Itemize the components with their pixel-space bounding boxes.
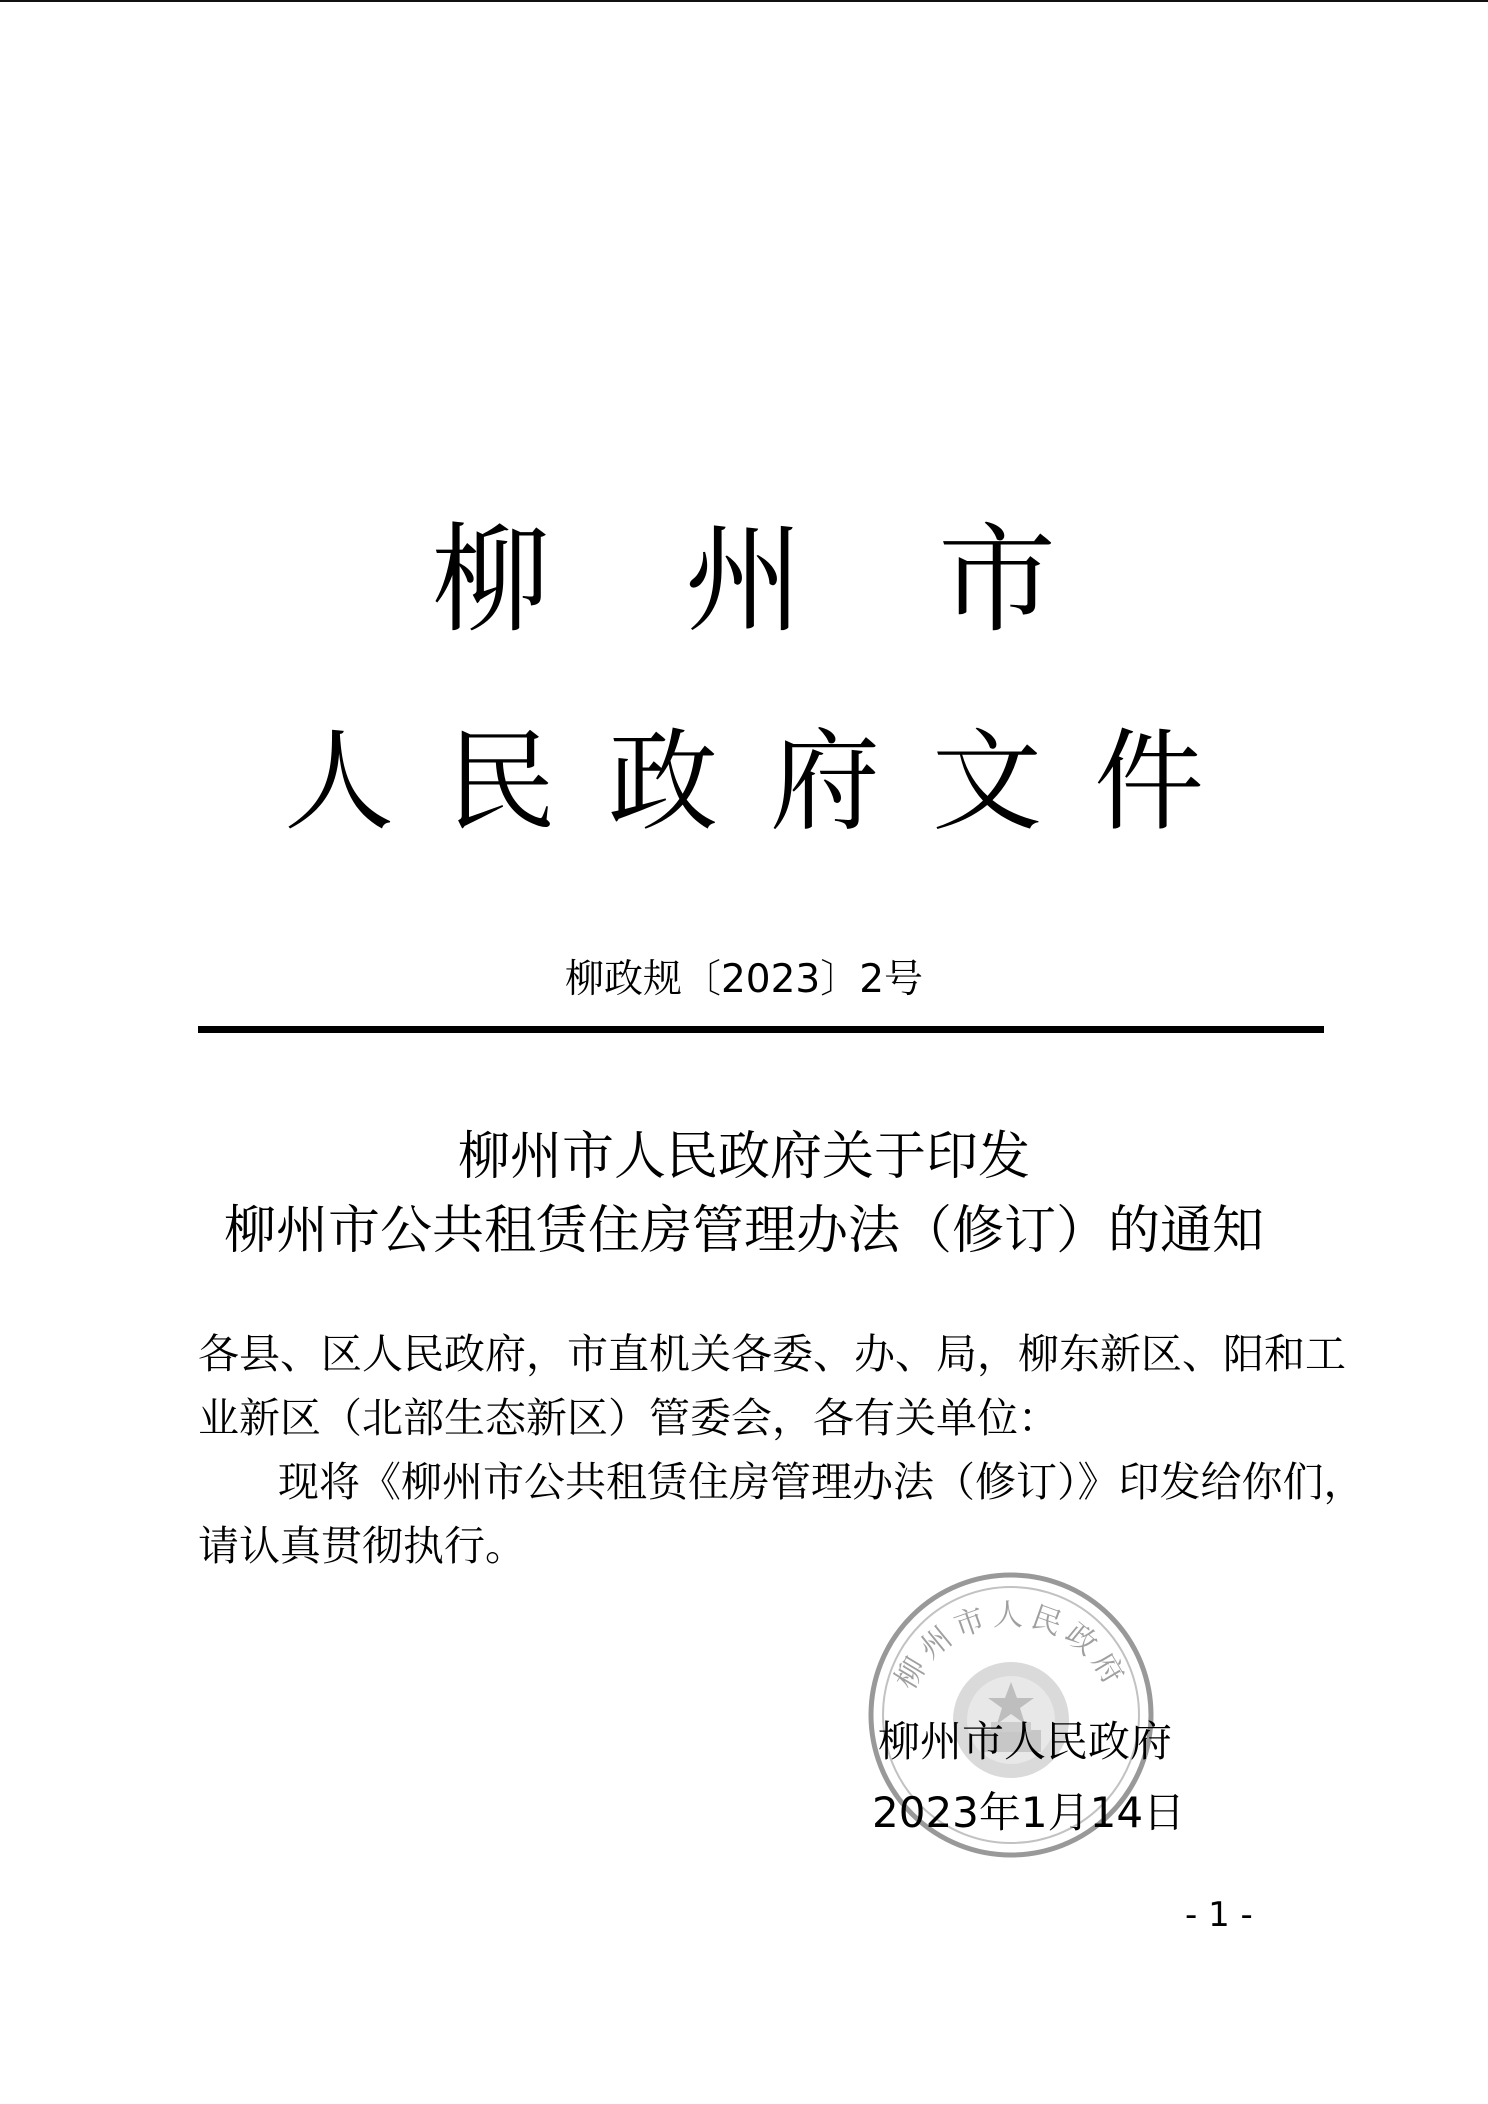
masthead-city: 柳州市 xyxy=(431,511,1191,649)
separator-rule xyxy=(198,1026,1324,1033)
notice-title-line2: 柳州市公共租赁住房管理办法（修订）的通知 xyxy=(223,1201,1264,1261)
issuing-authority: 柳州市人民政府 xyxy=(878,1717,1173,1766)
addressee-line1: 各县、区人民政府，市直机关各委、办、局，柳东新区、阳和工 xyxy=(198,1330,1346,1378)
body-paragraph-line2: 请认真贯彻执行。 xyxy=(198,1522,526,1570)
masthead-government-document: 人民政府文件 xyxy=(284,718,1256,846)
top-border xyxy=(0,0,1488,2)
addressee-line2: 业新区（北部生态新区）管委会，各有关单位： xyxy=(198,1394,1059,1442)
notice-title xyxy=(0,1120,1488,1268)
notice-title-line1: 柳州市人民政府关于印发 xyxy=(457,1127,1030,1187)
seal-text: 柳州市人民政府 xyxy=(888,1598,1134,1696)
page-number: - 1 - xyxy=(1185,1895,1253,1935)
document-number: 柳政规〔2023〕2号 xyxy=(564,957,924,1002)
document-body xyxy=(198,1322,1365,1578)
issue-date: 2023年1月14日 xyxy=(872,1788,1186,1837)
body-paragraph-line1: 现将《柳州市公共租赁住房管理办法（修订）》印发给你们， xyxy=(278,1458,1365,1506)
